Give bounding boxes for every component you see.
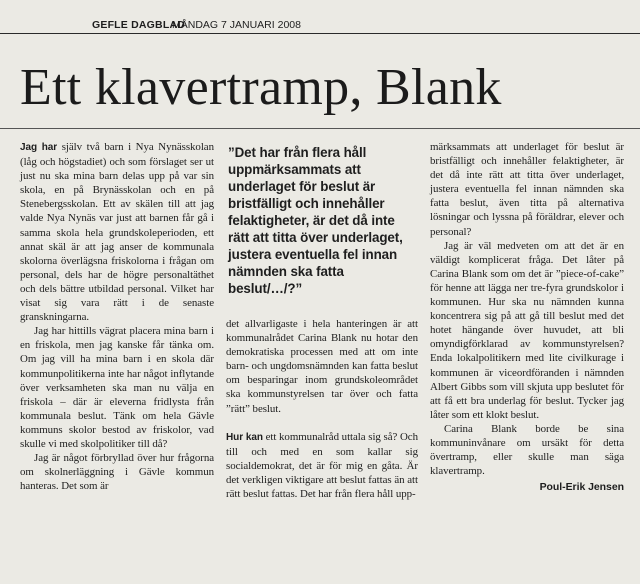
newspaper-name: GEFLE DAGBLAD <box>92 19 186 31</box>
paragraph: Jag är väl medveten om att det är en väldigt komplicerat fråga. Det låter på Carina Blank som om det är ”piece-of-cake” för henne att lägga ner tre-fyra grundskolor i kommunen. Hur ska nu nämnden kunna koncentrera sig på att gå till beslut med det hotet hängande över huvudet, att bli omyndigförklarad av kommunstyrelsen? Enda lokalpolitikern med lite civilkurage i kommunen är viceordföranden i nämnden Albert Gibbs som vill skjuta upp beslutet för att få ett bra underlag för beslut. Tycker jag låter som ett klokt beslut. <box>430 239 624 421</box>
paragraph-gap <box>226 416 418 430</box>
byline: Poul-Erik Jensen <box>539 481 624 494</box>
paragraph: Jag är något förbryllad över hur frågorna om skolnerläggning i Gävle kommun hanteras. Det som är <box>20 452 214 493</box>
issue-date: MÅNDAG 7 JANUARI 2008 <box>172 19 301 31</box>
column-2 <box>226 140 418 501</box>
paragraph: märksammats att underlaget för beslut är bristfälligt och innehåller felaktigheter, är det då inte rätt att titta över underlaget, justera eventuella fel innan nämnden ska fatta beslut, även titta på alternativa lösningar och lyssna på föräldrar, elever och personal? <box>430 141 624 238</box>
pull-quote: ”Det har från flera håll uppmärksammats att underlaget för beslut är bristfälligt och innehåller felaktigheter, är det då inte rätt att titta över underlaget, justera eventuella fel innan nämnden ska fatta beslut/…/?” <box>228 145 403 296</box>
paragraph: Jag har hittills vägrat placera mina barn i en friskola, men jag kanske får tänka om. Om jag vill ha mina barn i en skola där kommunpolitikerna inte har något inflytande över verksamheten ska man nu välja en friskola – där är eleverna fridlysta från kommunala beslut. Tänk om hela Gävle kommuns skolor bestod av friskolor, vad skulle vi med skolpolitiker till då? <box>20 325 214 450</box>
column-1 <box>20 140 214 493</box>
divider <box>0 128 640 129</box>
paragraph <box>20 140 214 324</box>
lead-in: Hur kan <box>226 431 263 443</box>
column-3 <box>430 140 624 494</box>
paragraph: Carina Blank borde be sina kommuninvånare om ursäkt för detta övertramp, eller skulle man säga klavertramp. <box>430 422 624 478</box>
masthead <box>0 18 640 34</box>
article-headline: Ett klavertramp, Blank <box>20 59 502 116</box>
paragraph-text: ett kommunalråd uttala sig så? Och till och med en som kallar sig socialdemokrat, det är för mig en gåta. Är det verkligen viktigare att beslut fattas än att rätt beslut fattas. Det har från flera håll upp- <box>226 430 418 501</box>
paragraph <box>226 430 418 501</box>
paragraph-text: själv två barn i Nya Nynässkolan (låg och högstadiet) och som förslaget ser ut just nu ska mina barn delas upp på var sin skola, en på Brynässkolan och en på Stenebergsskolan. Ett av skälen till att jag valde Nya Nynäs var just att barnen får gå i samma skola hela grundskoleperioden, ett annat skäl är att jag anser de kommunala skolorna överlägsna friskolorna i frågan om personal, dels har de högre personaltäthet och dels bättre utbildad personal. Vilket har visat sig vara rätt i de senaste granskningarna. <box>20 141 214 324</box>
lead-in: Jag har <box>20 142 58 153</box>
paragraph: det allvarligaste i hela hanteringen är att kommunalrådet Carina Blank nu hotar den demokratiska processen med att om inte barn- och ungdomsnämnden kan fatta beslut om besparingar inom grundskoleområdet ska kommunstyrelsen tar över och fatta ”rätt” beslut. <box>226 318 418 415</box>
